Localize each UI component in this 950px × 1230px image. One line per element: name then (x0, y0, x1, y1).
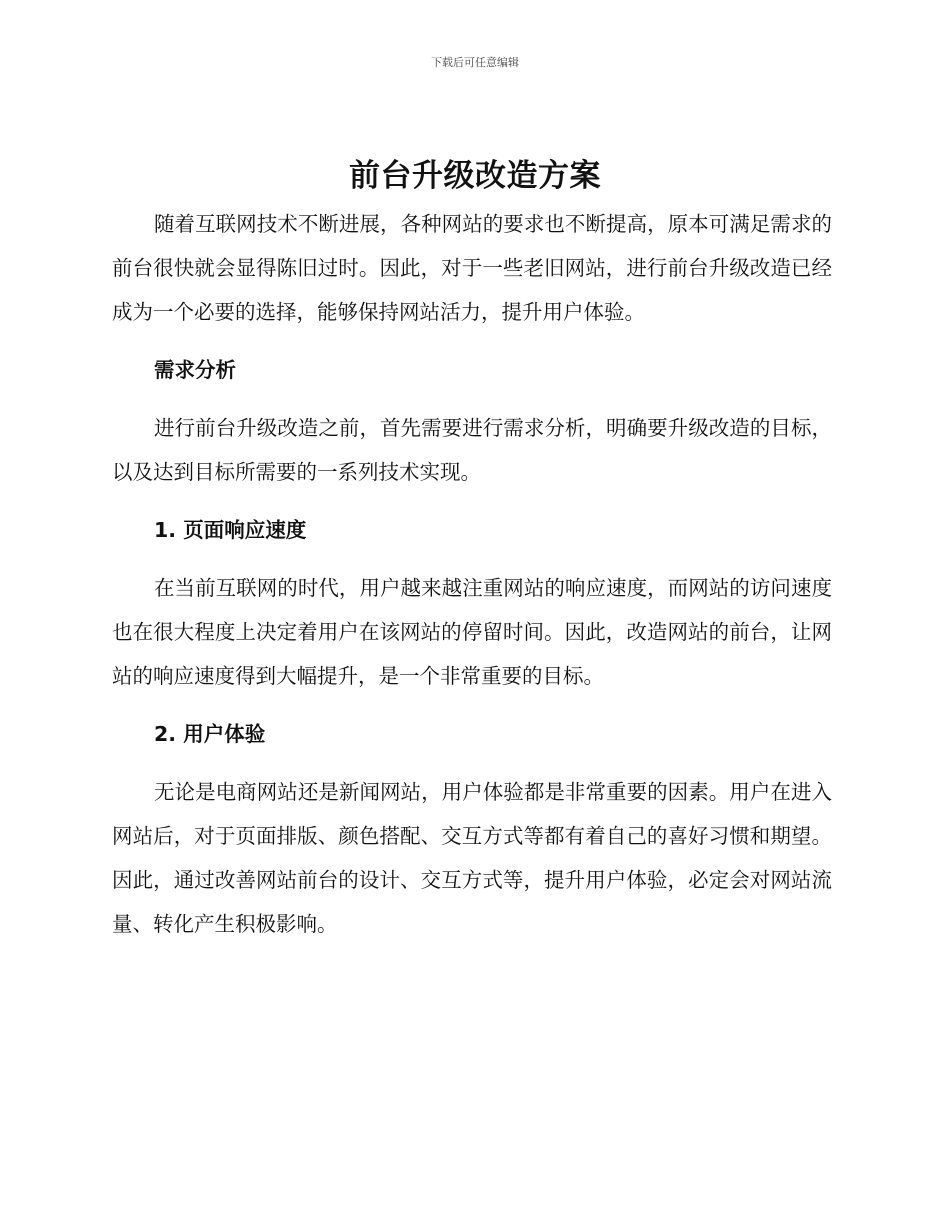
section-text-analysis: 进行前台升级改造之前，首先需要进行需求分析，明确要升级改造的目标，以及达到目标所需要的一系列技术实现。 (112, 416, 832, 484)
document-title: 前台升级改造方案 (349, 158, 601, 194)
section-heading-analysis: 需求分析 (154, 358, 236, 382)
spacer (112, 392, 832, 406)
spacer (112, 698, 832, 712)
section-text-speed: 在当前互联网的时代，用户越来越注重网站的响应速度，而网站的访问速度也在很大程度上决定着用户在该网站的停留时间。因此，改造网站的前台，让网站的响应速度得到大幅提升，是一个非常重要的目标。 (112, 576, 832, 688)
intro-paragraph: 随着互联网技术不断进展，各种网站的要求也不断提高，原本可满足需求的前台很快就会显得陈旧过时。因此，对于一些老旧网站，进行前台升级改造已经成为一个必要的选择，能够保持网站活力，提升用户体验。 (112, 212, 832, 324)
spacer (112, 334, 832, 348)
spacer (112, 494, 832, 508)
spacer (112, 552, 832, 566)
section-text-ux: 无论是电商网站还是新闻网站，用户体验都是非常重要的因素。用户在进入网站后，对于页面排版、颜色搭配、交互方式等都有着自己的喜好习惯和期望。因此，通过改善网站前台的设计、交互方式等，提升用户体验，必定会对网站流量、转化产生积极影响。 (112, 780, 832, 936)
header-note: 下载后可任意编辑 (431, 56, 519, 69)
document-body (112, 202, 832, 946)
section-heading-speed: 1. 页面响应速度 (154, 518, 307, 542)
spacer (112, 756, 832, 770)
section-heading-ux: 2. 用户体验 (154, 722, 266, 746)
